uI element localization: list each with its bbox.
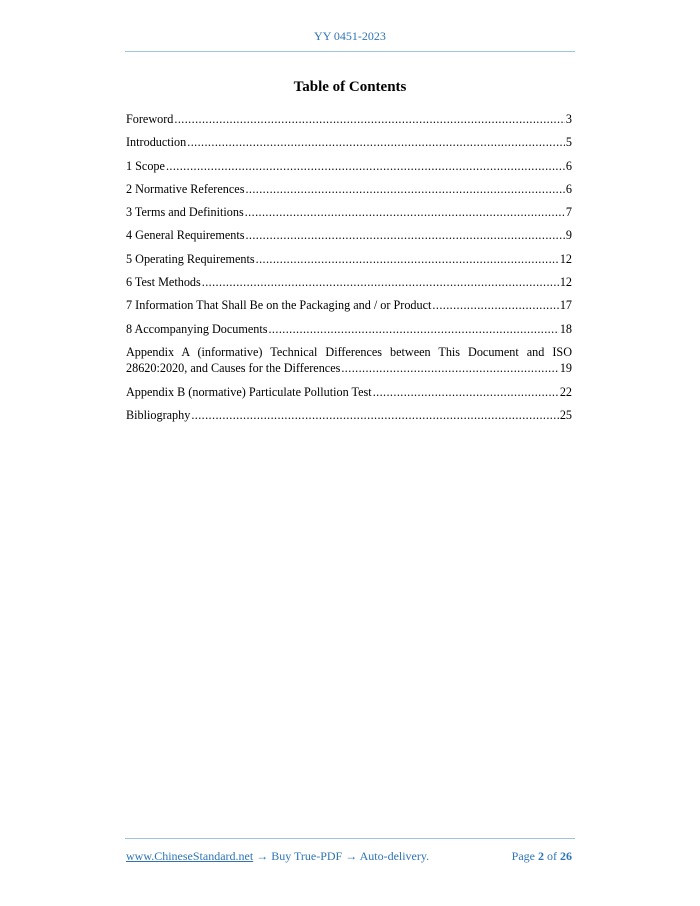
toc-leader-dots (245, 181, 564, 197)
toc-entry-label: 6 Test Methods (126, 275, 201, 290)
toc-entry-page: 3 (565, 112, 572, 126)
toc-entry-foreword[interactable] (126, 111, 572, 134)
page-prefix: Page (511, 849, 538, 863)
toc-leader-dots (187, 134, 565, 150)
toc-entry-label: 2 Normative References (126, 181, 245, 196)
toc-entry-page: 6 (565, 181, 572, 196)
toc-entry-page: 18 (559, 321, 572, 336)
header-divider (125, 51, 575, 52)
toc-entry-label: 3 Terms and Definitions (126, 205, 244, 220)
toc-entry-appendix-b[interactable] (126, 384, 572, 407)
document-code: YY 0451-2023 (314, 29, 386, 43)
toc-entry-page: 17 (559, 298, 572, 313)
toc-entry-label: 5 Operating Requirements (126, 251, 255, 266)
toc-entry-scope[interactable] (126, 158, 572, 181)
toc-entry-general-requirements[interactable] (126, 227, 572, 250)
toc-entry-appendix-a[interactable] (126, 344, 572, 377)
toc-entry-label-line1: Appendix A (informative) Technical Differences between This Document and ISO (126, 344, 572, 359)
toc-entry-label: Appendix B (normative) Particulate Pollution Test (126, 384, 372, 399)
toc-entry-label: Bibliography (126, 408, 191, 423)
toc-leader-dots (245, 204, 565, 220)
toc-leader-dots (174, 111, 565, 127)
toc-leader-dots (191, 407, 558, 423)
site-link[interactable]: www.ChineseStandard.net (126, 849, 254, 863)
toc-entry-label-line2: 28620:2020, and Causes for the Differences (126, 361, 341, 376)
toc-entry-accompanying-documents[interactable] (126, 321, 572, 344)
toc-leader-dots (432, 297, 558, 313)
toc-leader-dots (268, 321, 558, 337)
toc-entry-test-methods[interactable] (126, 274, 572, 297)
page-footer (126, 849, 572, 864)
table-of-contents (126, 111, 572, 431)
toc-entry-page: 5 (565, 135, 572, 150)
toc-leader-dots (202, 274, 559, 290)
toc-entry-label: Foreword (126, 112, 174, 126)
page-indicator (512, 849, 572, 864)
toc-entry-page: 25 (559, 408, 572, 423)
toc-entry-page: 9 (565, 228, 572, 243)
toc-entry-page: 7 (565, 205, 572, 220)
toc-entry-bibliography[interactable] (126, 407, 572, 430)
toc-entry-page: 19 (559, 361, 572, 376)
toc-leader-dots (341, 360, 558, 377)
toc-leader-dots (166, 158, 565, 174)
toc-entry-label: 1 Scope (126, 158, 165, 173)
toc-entry-label: 4 General Requirements (126, 228, 245, 243)
page-current: 2 (538, 849, 544, 863)
toc-entry-page: 12 (559, 275, 572, 290)
toc-entry-normative-references[interactable] (126, 181, 572, 204)
footer-divider (125, 838, 575, 839)
toc-entry-operating-requirements[interactable] (126, 251, 572, 274)
page-of: of (544, 849, 560, 863)
toc-leader-dots (373, 384, 559, 400)
toc-entry-page: 22 (559, 384, 572, 399)
toc-entry-page: 12 (559, 251, 572, 266)
footer-promo (126, 849, 429, 864)
footer-promo-text: → Buy True-PDF → Auto-delivery. (253, 849, 430, 863)
toc-entry-label: 7 Information That Shall Be on the Packaging and / or Product (126, 298, 432, 313)
toc-title: Table of Contents (293, 79, 407, 95)
toc-entry-label: 8 Accompanying Documents (126, 321, 268, 336)
toc-entry-page: 6 (565, 158, 572, 173)
toc-entry-introduction[interactable] (126, 134, 572, 157)
page-total: 26 (560, 849, 572, 863)
toc-leader-dots (245, 227, 564, 243)
toc-leader-dots (256, 251, 559, 267)
toc-entry-packaging-information[interactable] (126, 297, 572, 320)
toc-entry-terms-definitions[interactable] (126, 204, 572, 227)
toc-entry-label: Introduction (126, 135, 187, 150)
